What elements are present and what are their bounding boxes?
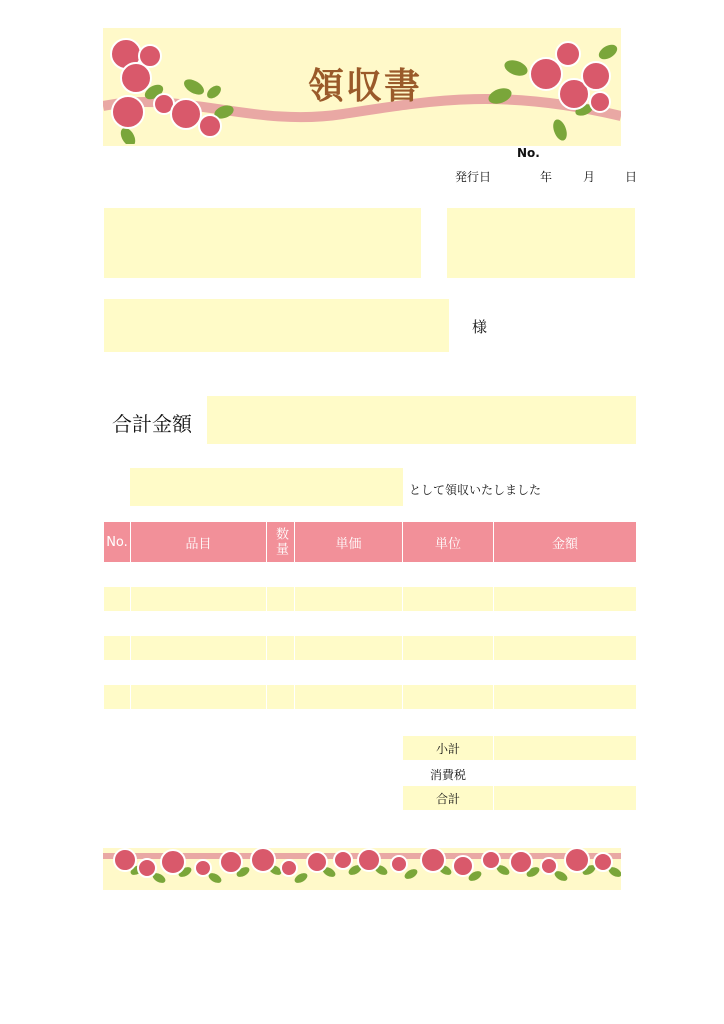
rose-icon [195,860,211,876]
cell-no-row-6[interactable] [104,685,130,709]
col-header-unit-price: 単価 [295,522,402,562]
cell-unit-price-row-4[interactable] [295,636,402,660]
rose-icon [391,856,407,872]
col-header-no: No. [104,522,130,562]
col-header-quantity-text: 数量 [273,527,288,557]
rose-icon [220,851,242,873]
cell-amount-row-3[interactable] [494,611,636,635]
rose-icon [138,859,156,877]
grand-total-label: 合計 [403,786,493,810]
rose-cluster-right-icon [488,38,618,142]
col-header-item: 品目 [131,522,266,562]
issuer-field[interactable] [104,208,421,278]
rose-garland-icon [103,838,621,890]
cell-item-row-4[interactable] [131,636,266,660]
issue-year-label: 年 [540,170,553,184]
cell-unit-price-row-1[interactable] [295,562,402,586]
cell-item-row-6[interactable] [131,685,266,709]
cell-no-row-1[interactable] [104,562,130,586]
cell-no-row-4[interactable] [104,636,130,660]
col-header-amount: 金額 [494,522,636,562]
cell-quantity-row-2[interactable] [267,587,294,611]
rose-icon [334,851,352,869]
rose-icon [541,858,557,874]
rose-icon [594,853,612,871]
cell-unit-row-2[interactable] [403,587,493,611]
cell-item-row-2[interactable] [131,587,266,611]
cell-no-row-3[interactable] [104,611,130,635]
cell-unit-price-row-3[interactable] [295,611,402,635]
cell-quantity-row-5[interactable] [267,660,294,684]
cell-unit-price-row-6[interactable] [295,685,402,709]
cell-item-row-3[interactable] [131,611,266,635]
total-amount-label: 合計金額 [112,412,192,436]
cell-quantity-row-3[interactable] [267,611,294,635]
cell-item-row-5[interactable] [131,660,266,684]
issue-day-label: 日 [625,170,638,184]
stamp-field[interactable] [447,208,635,278]
cell-unit-row-6[interactable] [403,685,493,709]
rose-icon [510,851,532,873]
subtotal-label: 小計 [403,736,493,760]
rose-icon [307,852,327,872]
total-amount-field[interactable] [207,396,636,444]
cell-amount-row-1[interactable] [494,562,636,586]
rose-icon [114,849,136,871]
receipt-number-label: No. [517,146,540,160]
grand-total-value-field[interactable] [494,786,636,810]
rose-cluster-left-icon [104,32,234,144]
description-field[interactable] [130,468,403,506]
rose-icon [482,851,500,869]
cell-amount-row-6[interactable] [494,685,636,709]
rose-icon [358,849,380,871]
honorific-label: 様 [472,318,488,336]
rose-icon [161,850,185,874]
document-title: 領収書 [307,66,422,107]
rose-icon [565,848,589,872]
cell-unit-row-1[interactable] [403,562,493,586]
cell-unit-row-4[interactable] [403,636,493,660]
cell-no-row-2[interactable] [104,587,130,611]
rose-icon [251,848,275,872]
rose-icon [421,848,445,872]
cell-amount-row-4[interactable] [494,636,636,660]
tax-label: 消費税 [429,767,466,782]
rose-icon [453,856,473,876]
cell-amount-row-5[interactable] [494,660,636,684]
cell-quantity-row-4[interactable] [267,636,294,660]
received-text: として領収いたしました [409,483,542,497]
cell-unit-row-3[interactable] [403,611,493,635]
cell-quantity-row-6[interactable] [267,685,294,709]
cell-item-row-1[interactable] [131,562,266,586]
cell-unit-price-row-2[interactable] [295,587,402,611]
col-header-unit: 単位 [403,522,493,562]
cell-amount-row-2[interactable] [494,587,636,611]
col-header-quantity [267,522,294,562]
cell-unit-price-row-5[interactable] [295,660,402,684]
rose-icon [281,860,297,876]
cell-no-row-5[interactable] [104,660,130,684]
subtotal-value-field[interactable] [494,736,636,760]
cell-unit-row-5[interactable] [403,660,493,684]
issue-month-label: 月 [583,170,596,184]
recipient-name-field[interactable] [104,299,449,352]
cell-quantity-row-1[interactable] [267,562,294,586]
issue-date-label: 発行日 [455,170,492,184]
